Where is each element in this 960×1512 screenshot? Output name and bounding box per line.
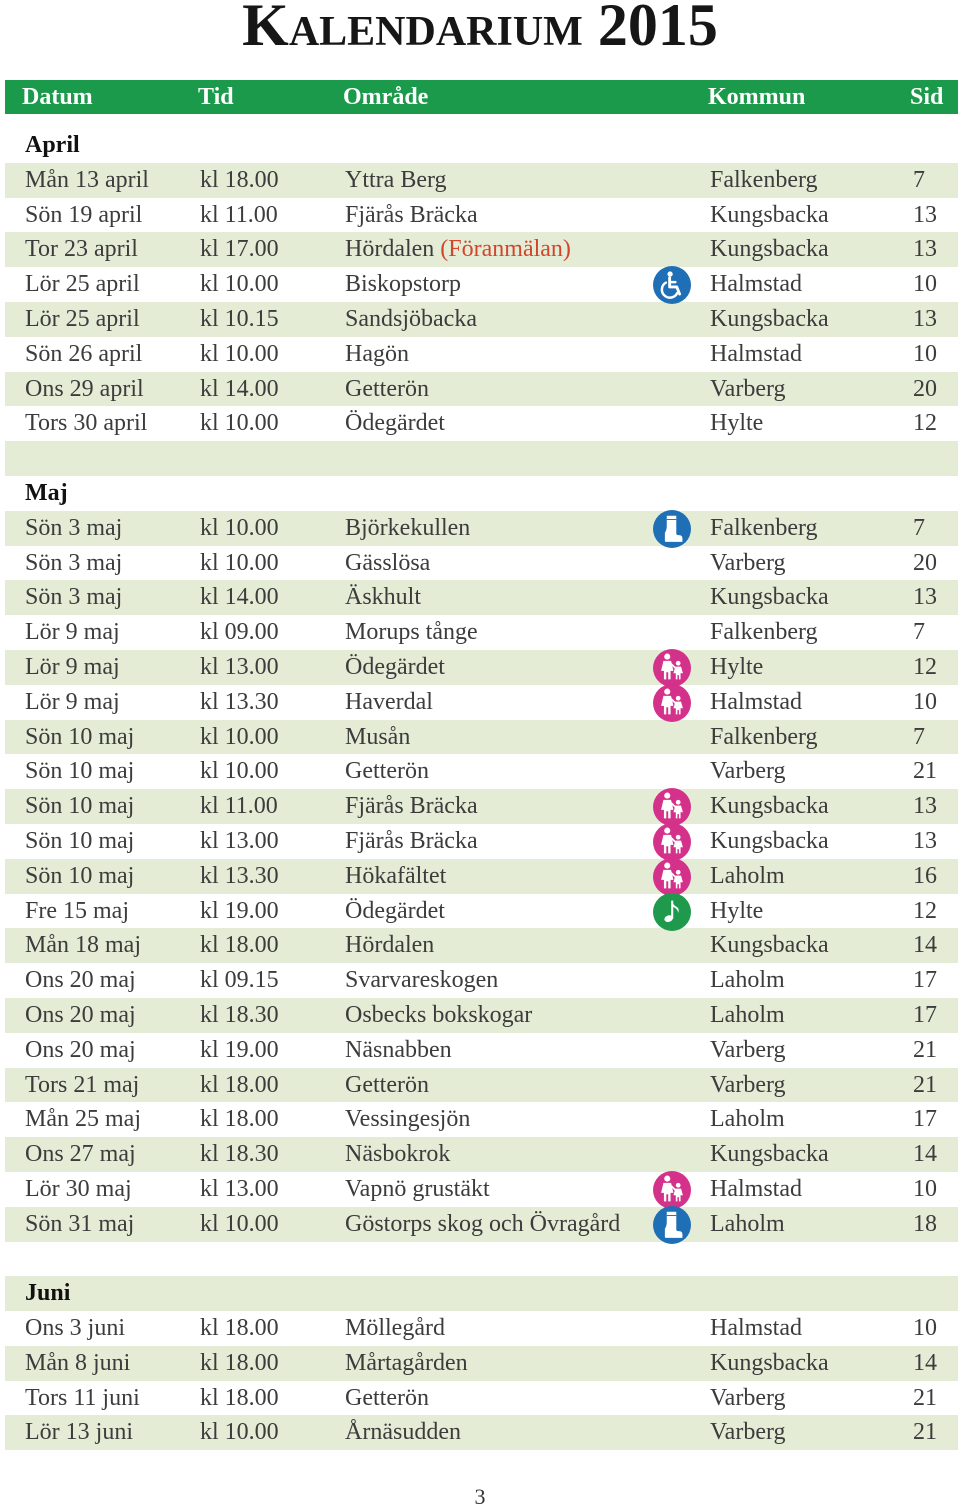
- event-row: [5, 894, 958, 929]
- event-area: [345, 1172, 490, 1207]
- event-date: Lör 13 juni: [25, 1419, 133, 1446]
- event-area-name: Getterön: [345, 375, 429, 402]
- event-row: [5, 198, 958, 233]
- calendar-list: [5, 128, 958, 1450]
- event-time: kl 11.00: [200, 793, 278, 820]
- event-area: [345, 511, 470, 546]
- event-page: 18: [913, 1210, 937, 1237]
- event-row: [5, 302, 958, 337]
- event-row: [5, 824, 958, 859]
- event-area-name: Hökafältet: [345, 862, 447, 889]
- event-area-name: Getterön: [345, 1384, 429, 1411]
- event-row: [5, 998, 958, 1033]
- event-page: 13: [913, 584, 937, 611]
- event-time: kl 18.00: [200, 166, 279, 193]
- event-area: [345, 1137, 450, 1172]
- family-icon: [653, 823, 691, 861]
- event-time: kl 10.00: [200, 271, 279, 298]
- event-area-name: Vessingesjön: [345, 1106, 471, 1133]
- event-municipality: Kungsbacka: [710, 827, 829, 854]
- event-municipality: Halmstad: [710, 271, 802, 298]
- event-area: [345, 232, 571, 267]
- event-area: [345, 824, 478, 859]
- event-municipality: Laholm: [710, 1210, 785, 1237]
- event-row: [5, 511, 958, 546]
- wheelchair-icon: [653, 266, 691, 304]
- event-row: [5, 615, 958, 650]
- section-heading: Maj: [25, 479, 68, 506]
- event-municipality: Kungsbacka: [710, 584, 829, 611]
- event-area-name: Näsnabben: [345, 1036, 452, 1063]
- event-page: 10: [913, 271, 937, 298]
- event-page: 16: [913, 862, 937, 889]
- event-time: kl 10.00: [200, 1419, 279, 1446]
- event-area-name: Fjärås Bräcka: [345, 201, 478, 228]
- event-area: [345, 650, 445, 685]
- event-date: Ons 20 maj: [25, 1001, 136, 1028]
- event-municipality: Kungsbacka: [710, 932, 829, 959]
- boot-icon: [653, 510, 691, 548]
- event-municipality: Kungsbacka: [710, 305, 829, 332]
- event-area: [345, 754, 429, 789]
- event-row: [5, 1172, 958, 1207]
- event-area: [345, 1033, 452, 1068]
- event-municipality: Laholm: [710, 967, 785, 994]
- event-row: [5, 859, 958, 894]
- event-municipality: Falkenberg: [710, 723, 818, 750]
- event-time: kl 19.00: [200, 897, 279, 924]
- event-area-name: Svarvareskogen: [345, 967, 499, 994]
- event-date: Lör 9 maj: [25, 653, 120, 680]
- section-heading-row: [5, 476, 958, 511]
- event-area-name: Björkekullen: [345, 514, 471, 541]
- event-time: kl 13.00: [200, 1175, 279, 1202]
- event-area: [345, 720, 410, 755]
- event-area: [345, 580, 421, 615]
- event-date: Sön 10 maj: [25, 758, 135, 785]
- event-page: 7: [913, 723, 925, 750]
- event-page: 12: [913, 897, 937, 924]
- event-area: [345, 998, 532, 1033]
- event-municipality: Varberg: [710, 1419, 786, 1446]
- event-area-name: Hagön: [345, 340, 409, 367]
- event-time: kl 09.15: [200, 967, 279, 994]
- event-time: kl 18.00: [200, 1315, 279, 1342]
- event-row: [5, 1137, 958, 1172]
- family-icon: [653, 858, 691, 896]
- event-municipality: Varberg: [710, 549, 786, 576]
- event-municipality: Kungsbacka: [710, 793, 829, 820]
- event-area-name: Göstorps skog och Övragård: [345, 1210, 621, 1237]
- event-municipality: Hylte: [710, 410, 764, 437]
- event-page: 10: [913, 340, 937, 367]
- event-row: [5, 720, 958, 755]
- event-date: Sön 10 maj: [25, 827, 135, 854]
- event-page: 13: [913, 793, 937, 820]
- event-time: kl 14.00: [200, 375, 279, 402]
- event-row: [5, 1068, 958, 1103]
- event-area-name: Årnäsudden: [345, 1419, 461, 1446]
- event-municipality: Falkenberg: [710, 514, 818, 541]
- event-time: kl 18.00: [200, 1349, 279, 1376]
- event-time: kl 10.00: [200, 549, 279, 576]
- event-date: Sön 10 maj: [25, 723, 135, 750]
- event-municipality: Hylte: [710, 653, 764, 680]
- event-row: [5, 1102, 958, 1137]
- event-row: [5, 963, 958, 998]
- event-area: [345, 685, 433, 720]
- event-area-name: Sandsjöbacka: [345, 305, 477, 332]
- event-date: Mån 18 maj: [25, 932, 141, 959]
- event-time: kl 13.30: [200, 862, 279, 889]
- event-row: [5, 1311, 958, 1346]
- event-time: kl 10.00: [200, 758, 279, 785]
- event-date: Mån 8 juni: [25, 1349, 131, 1376]
- event-page: 7: [913, 619, 925, 646]
- section-heading: April: [25, 132, 80, 158]
- event-area-name: Fjärås Bräcka: [345, 793, 478, 820]
- event-date: Tor 23 april: [25, 236, 138, 263]
- section-heading-row: [5, 128, 958, 163]
- event-area: [345, 372, 429, 407]
- event-row: [5, 337, 958, 372]
- event-page: 7: [913, 166, 925, 193]
- event-page: 12: [913, 653, 937, 680]
- event-page: 14: [913, 932, 937, 959]
- event-date: Sön 19 april: [25, 201, 143, 228]
- event-time: kl 18.00: [200, 932, 279, 959]
- event-area: [345, 1207, 620, 1242]
- event-municipality: Varberg: [710, 758, 786, 785]
- event-time: kl 19.00: [200, 1036, 279, 1063]
- event-page: 13: [913, 305, 937, 332]
- boot-icon: [653, 1206, 691, 1244]
- section-heading: Juni: [25, 1280, 71, 1307]
- event-area-name: Vapnö grustäkt: [345, 1175, 490, 1202]
- event-row: [5, 650, 958, 685]
- event-page: 21: [913, 1384, 937, 1411]
- event-area: [345, 1346, 468, 1381]
- page-number: 3: [474, 1484, 486, 1509]
- event-area: [345, 615, 478, 650]
- event-area-name: Getterön: [345, 1071, 429, 1098]
- event-municipality: Halmstad: [710, 340, 802, 367]
- event-municipality: Falkenberg: [710, 619, 818, 646]
- event-municipality: Varberg: [710, 1384, 786, 1411]
- event-page: 21: [913, 758, 937, 785]
- event-municipality: Hylte: [710, 897, 764, 924]
- event-date: Sön 3 maj: [25, 549, 123, 576]
- event-municipality: Varberg: [710, 375, 786, 402]
- event-time: kl 13.30: [200, 688, 279, 715]
- event-municipality: Laholm: [710, 862, 785, 889]
- event-area-name: Ödegärdet: [345, 897, 445, 924]
- spacer-row: [5, 1242, 958, 1277]
- event-time: kl 14.00: [200, 584, 279, 611]
- event-page: 20: [913, 375, 937, 402]
- event-row: [5, 1207, 958, 1242]
- event-area-name: Näsbokrok: [345, 1141, 451, 1168]
- event-page: 7: [913, 514, 925, 541]
- event-area-name: Biskopstorp: [345, 271, 462, 298]
- column-header-bar: [5, 80, 958, 114]
- event-area-name: Haverdal: [345, 688, 433, 715]
- event-row: [5, 1415, 958, 1450]
- event-municipality: Varberg: [710, 1071, 786, 1098]
- event-municipality: Kungsbacka: [710, 201, 829, 228]
- event-area-name: Möllegård: [345, 1315, 445, 1342]
- event-page: 10: [913, 688, 937, 715]
- event-page: 13: [913, 201, 937, 228]
- event-page: 21: [913, 1071, 937, 1098]
- event-page: 17: [913, 967, 937, 994]
- event-page: 21: [913, 1419, 937, 1446]
- event-row: [5, 163, 958, 198]
- event-date: Mån 13 april: [25, 166, 149, 193]
- event-date: Lör 30 maj: [25, 1175, 132, 1202]
- event-area-name: Yttra Berg: [345, 166, 447, 193]
- event-municipality: Halmstad: [710, 1175, 802, 1202]
- event-date: Ons 3 juni: [25, 1315, 126, 1342]
- event-area-name: Äskhult: [345, 584, 422, 611]
- event-page: 13: [913, 236, 937, 263]
- event-area-name: Hördalen: [345, 236, 435, 263]
- section-heading-row: [5, 1276, 958, 1311]
- event-date: Lör 25 april: [25, 271, 140, 298]
- event-row: [5, 580, 958, 615]
- event-time: kl 10.00: [200, 723, 279, 750]
- column-header-area: Område: [343, 84, 429, 110]
- event-area: [345, 163, 447, 198]
- event-municipality: Kungsbacka: [710, 1349, 829, 1376]
- family-icon: [653, 649, 691, 687]
- event-area: [345, 789, 478, 824]
- music-note-icon: [653, 893, 691, 931]
- column-header-page: Sid: [910, 84, 944, 110]
- event-date: Sön 26 april: [25, 340, 143, 367]
- event-date: Sön 3 maj: [25, 584, 123, 611]
- event-area-name: Hördalen: [345, 932, 435, 959]
- event-row: [5, 928, 958, 963]
- event-municipality: Falkenberg: [710, 166, 818, 193]
- event-page: 13: [913, 827, 937, 854]
- event-area: [345, 337, 409, 372]
- event-area-name: Morups tånge: [345, 619, 478, 646]
- event-municipality: Kungsbacka: [710, 1141, 829, 1168]
- event-date: Ons 29 april: [25, 375, 144, 402]
- event-date: Ons 20 maj: [25, 1036, 136, 1063]
- event-row: [5, 372, 958, 407]
- event-municipality: Halmstad: [710, 688, 802, 715]
- event-page: 20: [913, 549, 937, 576]
- event-page: 10: [913, 1315, 937, 1342]
- event-area: [345, 1381, 429, 1416]
- event-page: 10: [913, 1175, 937, 1202]
- event-time: kl 18.30: [200, 1141, 279, 1168]
- event-area: [345, 406, 445, 441]
- event-area-name: Ödegärdet: [345, 410, 445, 437]
- event-municipality: Laholm: [710, 1106, 785, 1133]
- event-row: [5, 406, 958, 441]
- family-icon: [653, 1171, 691, 1209]
- event-date: Sön 10 maj: [25, 862, 135, 889]
- event-time: kl 18.00: [200, 1384, 279, 1411]
- event-row: [5, 1033, 958, 1068]
- event-date: Mån 25 maj: [25, 1106, 141, 1133]
- event-row: [5, 546, 958, 581]
- event-row: [5, 232, 958, 267]
- event-time: kl 13.00: [200, 827, 279, 854]
- event-time: kl 18.30: [200, 1001, 279, 1028]
- event-municipality: Varberg: [710, 1036, 786, 1063]
- event-time: kl 10.15: [200, 305, 279, 332]
- event-area: [345, 267, 461, 302]
- event-area: [345, 1068, 429, 1103]
- event-row: [5, 685, 958, 720]
- event-area-name: Ödegärdet: [345, 653, 445, 680]
- event-area: [345, 894, 445, 929]
- event-area: [345, 1102, 470, 1137]
- event-date: Tors 30 april: [25, 410, 148, 437]
- event-area-name: Gässlösa: [345, 549, 431, 576]
- event-note: (Föranmälan): [440, 236, 571, 263]
- event-date: Ons 20 maj: [25, 967, 136, 994]
- event-row: [5, 1381, 958, 1416]
- event-date: Sön 10 maj: [25, 793, 135, 820]
- event-row: [5, 754, 958, 789]
- event-page: 17: [913, 1001, 937, 1028]
- event-municipality: Laholm: [710, 1001, 785, 1028]
- event-area-name: Osbecks bokskogar: [345, 1001, 533, 1028]
- event-date: Tors 11 juni: [25, 1384, 140, 1411]
- family-icon: [653, 788, 691, 826]
- event-area-name: Getterön: [345, 758, 429, 785]
- event-page: 17: [913, 1106, 937, 1133]
- event-area: [345, 302, 477, 337]
- event-area: [345, 1311, 445, 1346]
- event-page: 14: [913, 1141, 937, 1168]
- event-area: [345, 1415, 461, 1450]
- event-date: Lör 9 maj: [25, 619, 120, 646]
- event-time: kl 09.00: [200, 619, 279, 646]
- column-header-date: Datum: [22, 84, 93, 110]
- event-time: kl 17.00: [200, 236, 279, 263]
- event-page: 21: [913, 1036, 937, 1063]
- event-area: [345, 928, 434, 963]
- event-time: kl 10.00: [200, 410, 279, 437]
- event-date: Ons 27 maj: [25, 1141, 136, 1168]
- event-row: [5, 1346, 958, 1381]
- event-time: kl 18.00: [200, 1106, 279, 1133]
- event-row: [5, 267, 958, 302]
- event-time: kl 10.00: [200, 340, 279, 367]
- event-page: 12: [913, 410, 937, 437]
- event-area-name: Musån: [345, 723, 411, 750]
- event-date: Sön 3 maj: [25, 514, 123, 541]
- event-time: kl 10.00: [200, 514, 279, 541]
- event-row: [5, 789, 958, 824]
- event-time: kl 18.00: [200, 1071, 279, 1098]
- event-area-name: Fjärås Bräcka: [345, 827, 478, 854]
- event-date: Fre 15 maj: [25, 897, 129, 924]
- event-date: Tors 21 maj: [25, 1071, 140, 1098]
- event-area: [345, 859, 446, 894]
- event-page: 14: [913, 1349, 937, 1376]
- column-header-municipality: Kommun: [708, 84, 806, 110]
- event-area: [345, 198, 478, 233]
- event-area-name: Mårtagården: [345, 1349, 468, 1376]
- event-date: Sön 31 maj: [25, 1210, 135, 1237]
- page-title: Kalendarium 2015: [242, 0, 718, 58]
- event-date: Lör 9 maj: [25, 688, 120, 715]
- event-date: Lör 25 april: [25, 305, 140, 332]
- event-municipality: Kungsbacka: [710, 236, 829, 263]
- spacer-row: [5, 441, 958, 476]
- event-area: [345, 963, 498, 998]
- event-time: kl 10.00: [200, 1210, 279, 1237]
- event-time: kl 13.00: [200, 653, 279, 680]
- column-header-time: Tid: [198, 84, 234, 110]
- family-icon: [653, 684, 691, 722]
- event-area: [345, 546, 430, 581]
- event-municipality: Halmstad: [710, 1315, 802, 1342]
- event-time: kl 11.00: [200, 201, 278, 228]
